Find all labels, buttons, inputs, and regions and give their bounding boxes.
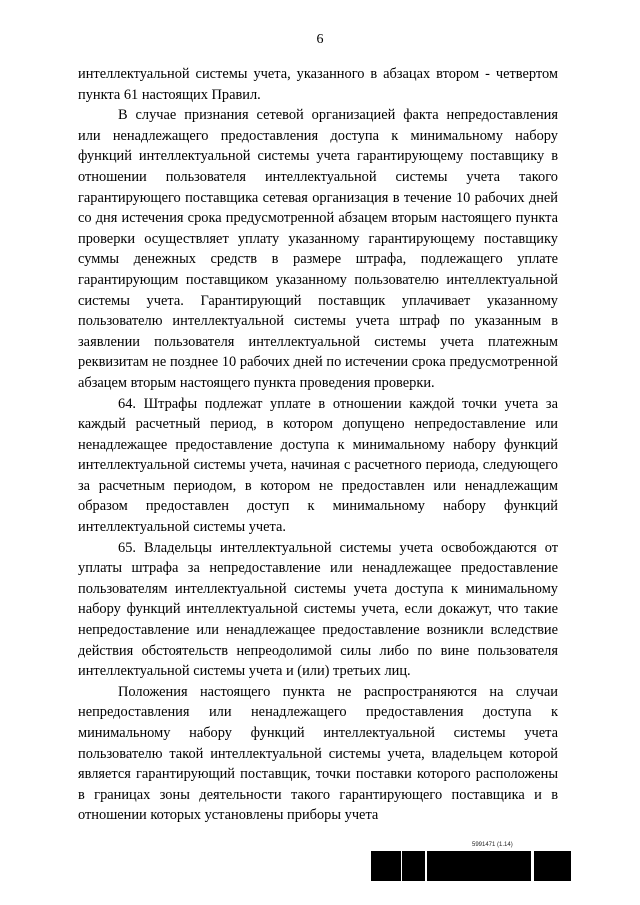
document-body (78, 64, 558, 826)
paragraph-1: интеллектуальной системы учета, указанного в абзацах втором - четвертом пункта 61 настоящих Правил. (78, 66, 558, 103)
barcode-label: 5991471 (1.14) (472, 842, 513, 848)
paragraph-4: 65. Владельцы интеллектуальной системы учета освобождаются от уплаты штрафа за непредоставление или ненадлежащее предоставление пользователям интеллектуальной системы учета доступа к минимальному набору функций интеллектуальной системы учета, если докажут, что такие непредоставление или ненадлежащее предоставление возникли вследствие действия обстоятельств непреодолимой силы либо по вине пользователя интеллектуальной системы учета и (или) третьих лиц. (78, 539, 558, 680)
barcode-block (370, 842, 575, 882)
paragraph-3: 64. Штрафы подлежат уплате в отношении каждой точки учета за каждый расчетный период, в котором допущено непредоставление или ненадлежащее предоставление доступа к минимальному набору функций интеллектуальной системы учета, начиная с расчетного периода, следующего за расчетным периодом, в котором не предоставлен или ненадлежащим образом предоставлен доступ к минимальному набору функций интеллектуальной системы учета. (78, 395, 558, 536)
page-number: 6 (316, 32, 324, 47)
paragraph-2: В случае признания сетевой организацией факта непредоставления или ненадлежащего предоставления доступа к минимальному набору функций интеллектуальной системы учета гарантирующему поставщику в отношении пользователя интеллектуальной системы учета такого гарантирующего поставщика сетевая организация в течение 10 рабочих дней со дня истечения срока предусмотренной абзацем вторым настоящего пункта проверки осуществляет уплату указанному гарантирующему поставщику суммы денежных средств в размере штрафа, подлежащего уплате гарантирующим поставщиком указанному пользователю интеллектуальной системы учета. Гарантирующий поставщик уплачивает указанному пользователю интеллектуальной системы учета штраф по указанным в заявлении пользователя интеллектуальной системы учета платежным реквизитам не позднее 10 рабочих дней по истечении срока предусмотренной абзацем вторым настоящего пункта проведения проверки. (78, 107, 558, 391)
paragraph-5: Положения настоящего пункта не распространяются на случаи непредоставления или ненадлежащего предоставления доступа к минимальному набору функций интеллектуальной системы учета пользователю такой интеллектуальной системы учета, владельцем которой является гарантирующий поставщик, точки поставки которого расположены в границах зоны деятельности такого гарантирующего поставщика и в отношении которых установлены приборы учета (78, 683, 558, 824)
barcode-icon (370, 851, 575, 881)
